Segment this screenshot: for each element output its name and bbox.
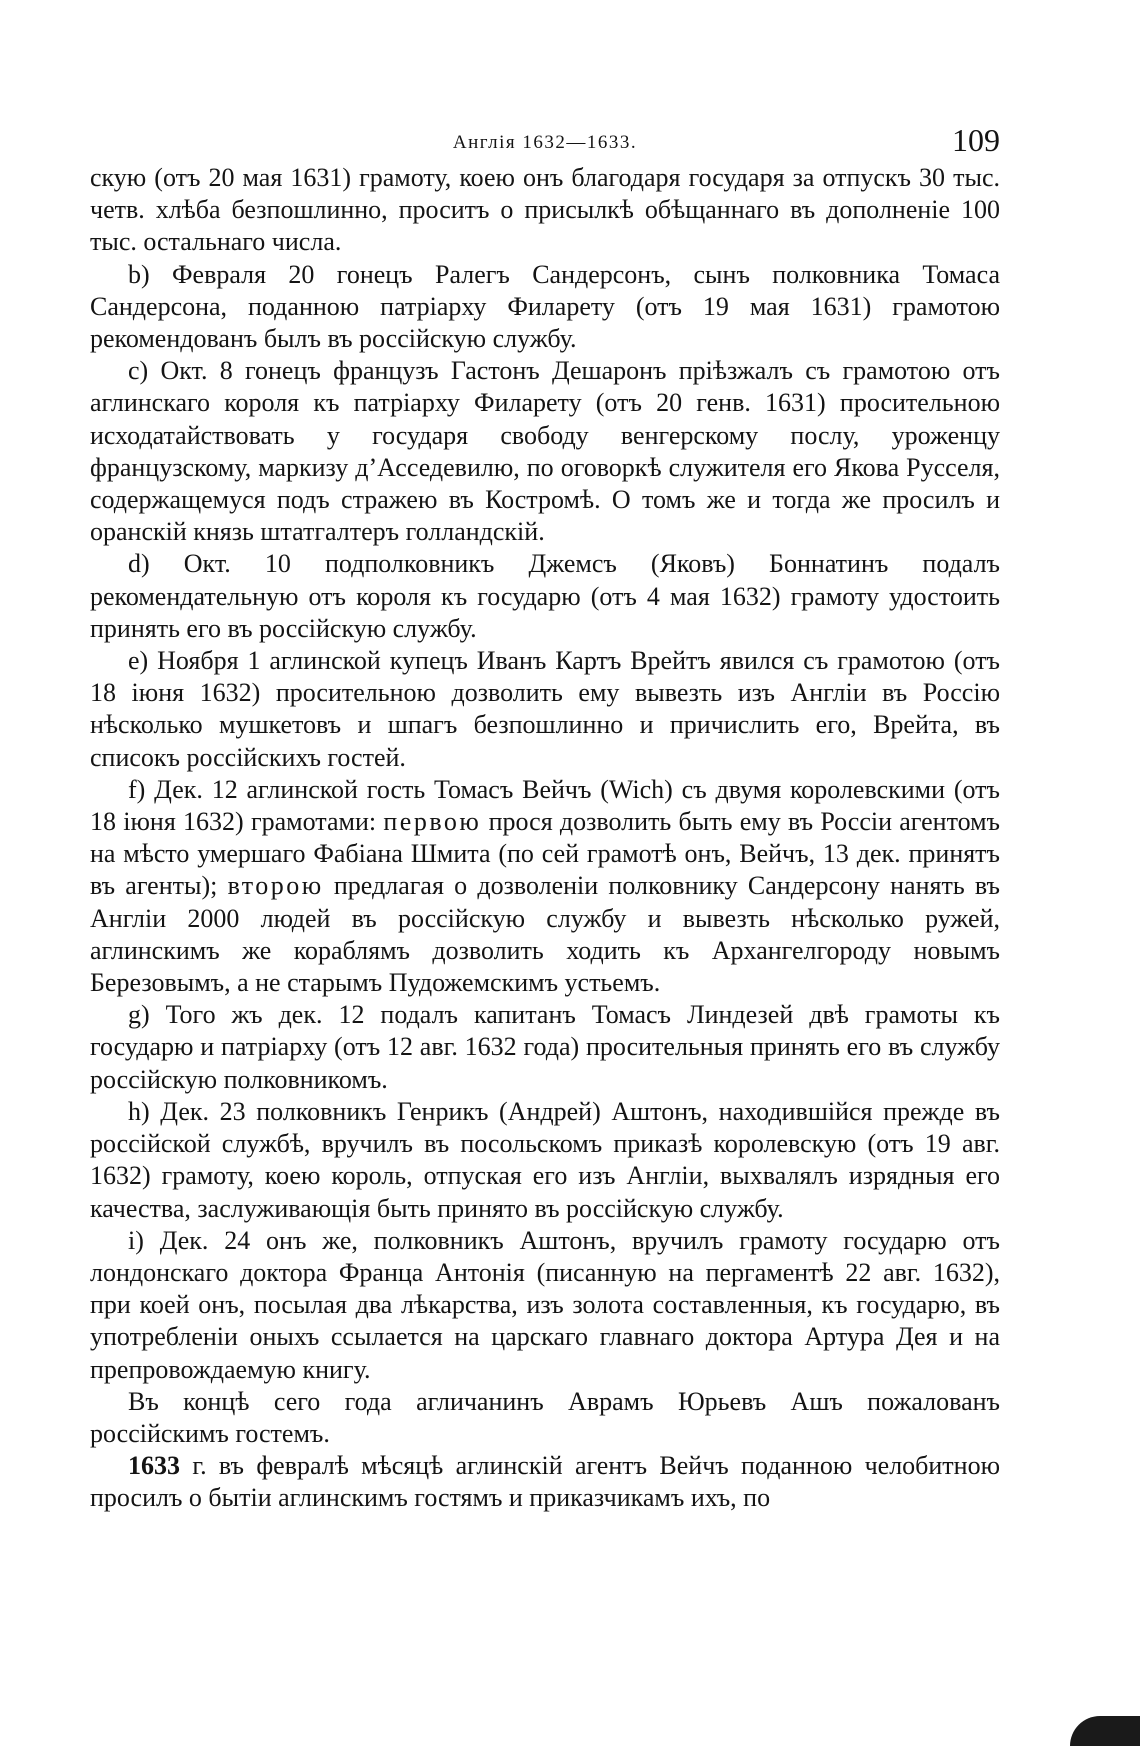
page bbox=[90, 122, 1000, 1515]
paragraph-e: e) Ноября 1 аглинской купецъ Иванъ Картъ Врейтъ явился съ грамотою (отъ 18 іюня 1632) просительною дозволить ему вывезть изъ Англіи въ Россію нѣсколько мушкетовъ и шпагъ безпошлинно и причислить его, Врейта, въ списокъ россійскихъ гостей. bbox=[90, 646, 1000, 772]
paragraph-1633 bbox=[90, 1450, 1000, 1514]
paragraph-b: b) Февраля 20 гонецъ Ралегъ Сандерсонъ, сынъ полковника Томаса Сандерсона, поданною патріарху Филарету (отъ 19 мая 1631) грамотою рекомендованъ былъ въ россійскую службу. bbox=[90, 259, 1000, 354]
body-text bbox=[90, 162, 1000, 1515]
paragraph-continuation: скую (отъ 20 мая 1631) грамоту, коею онъ благодаря государя за отпускъ 30 тыс. четв. хлѣба безпошлинно, проситъ о присылкѣ обѣщаннаго въ дополненіе 100 тыс. остальнаго числа. bbox=[90, 163, 1000, 257]
year-1633: 1633 bbox=[128, 1451, 180, 1481]
paragraph-f-part-3: предлагая о дозволеніи полковнику Сандерсону нанять въ Англіи 2000 людей въ россійскую службу и вывезть нѣсколько ружей, аглинскимъ же кораблямъ дозволить ходить къ Архангелгороду новымъ Березовымъ, а не старымъ Пудожемскимъ устьемъ. bbox=[90, 871, 1000, 998]
paragraph-h: h) Дек. 23 полковникъ Генрикъ (Андрей) Аштонъ, находившійся прежде въ россійской службѣ, вручилъ въ посольскомъ приказѣ королевскую (отъ 19 авг. 1632) грамоту, коею король, отпуская его изъ Англіи, выхвалялъ изрядныя его качества, заслуживающія быть принято въ россійскую службу. bbox=[90, 1096, 1000, 1223]
paragraph-c: c) Окт. 8 гонецъ французъ Гастонъ Дешаронъ пріѣзжалъ съ грамотою отъ аглинскаго короля къ патріарху Филарету (отъ 20 генв. 1631) просительною исходатайствовать у государя свободу венгерскому послу, уроженцу французскому, маркизу д’Асседевилю, по оговоркѣ служителя его Якова Русселя, содержащемуся подъ стражею въ Костромѣ. О томъ же и тогда же просилъ и оранскій князь штатгалтеръ голландскій. bbox=[90, 356, 1000, 547]
paragraph-g: g) Того жъ дек. 12 подалъ капитанъ Томасъ Линдезей двѣ грамоты къ государю и патріарху (отъ 12 авг. 1632 года) просительныя принять его въ службу россійскую полковникомъ. bbox=[90, 1000, 1000, 1094]
paragraph-f-part-2: прося дозволить быть ему въ Россіи агентомъ на мѣсто умершаго Фабіана Шмита (по сей грамотѣ онъ, Вейчъ, 13 дек. принятъ въ агенты); bbox=[90, 807, 1000, 901]
emphasis-second: второю bbox=[227, 871, 324, 901]
paragraph-year-end: Въ концѣ сего года агличанинъ Аврамъ Юрьевъ Ашъ пожалованъ россійскимъ гостемъ. bbox=[90, 1386, 1000, 1448]
paragraph-1633-text: г. въ февралѣ мѣсяцѣ аглинскій агентъ Вейчъ поданною челобитною просилъ о бытіи аглинскимъ гостямъ и приказчикамъ ихъ, по bbox=[90, 1451, 1001, 1513]
paragraph-d: d) Окт. 10 подполковникъ Джемсъ (Яковъ) Боннатинъ подалъ рекомендательную отъ короля къ государю (отъ 4 мая 1632) грамоту удостоить принять его въ россійскую службу. bbox=[90, 549, 1000, 643]
running-head bbox=[90, 122, 1000, 162]
running-head-title: Англія 1632—1633. bbox=[452, 132, 638, 153]
page-number: 109 bbox=[952, 122, 1000, 158]
paragraph-i: i) Дек. 24 онъ же, полковникъ Аштонъ, вручилъ грамоту государю отъ лондонскаго доктора Франца Антонія (писанную на пергаментѣ 22 авг. 1632), при коей онъ, посылая два лѣкарства, изъ золота составленныя, къ государю, въ употребленіи оныхъ ссылается на царскаго главнаго доктора Артура Дея и на препровождаемую книгу. bbox=[90, 1225, 1000, 1384]
paragraph-f bbox=[90, 774, 1000, 999]
emphasis-first: первою bbox=[383, 807, 482, 837]
page-edge-shadow bbox=[1070, 1716, 1140, 1746]
paragraph-f-part-1: f) Дек. 12 аглинской гость Томасъ Вейчъ (Wich) съ двумя королевскими (отъ 18 іюня 1632) грамотами: bbox=[90, 774, 1000, 837]
